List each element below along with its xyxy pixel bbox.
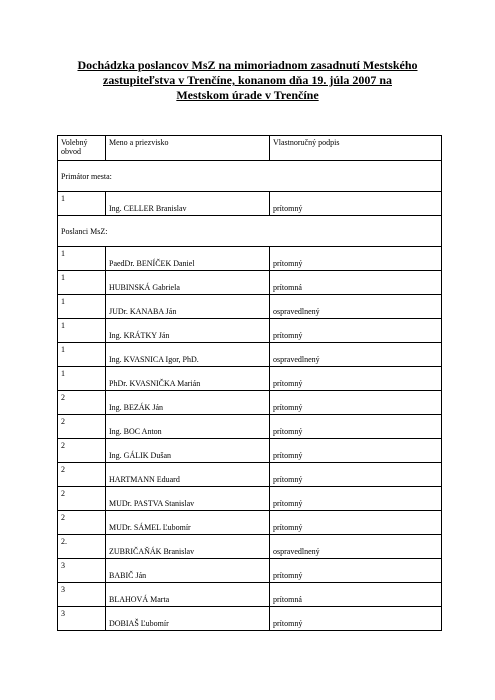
district-cell: 1 — [58, 271, 106, 295]
status-cell: prítomný — [270, 463, 442, 487]
district-cell: 2 — [58, 511, 106, 535]
header-signature: Vlastnoručný podpis — [270, 136, 442, 161]
attendance-table — [57, 135, 442, 631]
table-row — [58, 463, 442, 487]
section-row-mayor — [58, 161, 442, 192]
name-cell: Ing. KRÁTKY Ján — [106, 319, 270, 343]
district-cell: 3 — [58, 583, 106, 607]
section-row-deputies — [58, 216, 442, 247]
title-line-2: zastupiteľstva v Trenčíne, konanom dňa 19. júla 2007 na — [103, 73, 392, 87]
name-cell: Ing. BEZÁK Ján — [106, 391, 270, 415]
table-row — [58, 391, 442, 415]
status-cell: prítomný — [270, 247, 442, 271]
name-cell: BABIČ Ján — [106, 559, 270, 583]
table-row — [58, 511, 442, 535]
status-cell: prítomný — [270, 319, 442, 343]
district-cell: 3 — [58, 607, 106, 631]
document-title — [40, 58, 455, 103]
name-cell: HARTMANN Eduard — [106, 463, 270, 487]
table-row — [58, 343, 442, 367]
district-cell: 2 — [58, 391, 106, 415]
table-row — [58, 535, 442, 559]
table-row — [58, 192, 442, 216]
district-cell: 2 — [58, 487, 106, 511]
status-cell: prítomný — [270, 415, 442, 439]
name-cell: Ing. GÁLIK Dušan — [106, 439, 270, 463]
table-row — [58, 319, 442, 343]
district-cell: 2 — [58, 415, 106, 439]
name-cell: ZUBRIČAŇÁK Branislav — [106, 535, 270, 559]
status-cell: prítomný — [270, 439, 442, 463]
header-name: Meno a priezvisko — [106, 136, 270, 161]
status-cell: prítomný — [270, 367, 442, 391]
name-cell: BLAHOVÁ Marta — [106, 583, 270, 607]
table-row — [58, 583, 442, 607]
table-row — [58, 247, 442, 271]
title-line-3: Mestskom úrade v Trenčíne — [176, 88, 319, 102]
status-cell: prítomný — [270, 192, 442, 216]
district-cell: 1 — [58, 343, 106, 367]
table-header-row — [58, 136, 442, 161]
name-cell: MUDr. SÁMEL Ľubomír — [106, 511, 270, 535]
status-cell: prítomný — [270, 391, 442, 415]
name-cell: Ing. CELLER Branislav — [106, 192, 270, 216]
district-cell: 1 — [58, 295, 106, 319]
status-cell: prítomný — [270, 607, 442, 631]
district-cell: 1 — [58, 319, 106, 343]
table-row — [58, 271, 442, 295]
header-district: Volebný obvod — [58, 136, 106, 161]
status-cell: ospravedlnený — [270, 535, 442, 559]
section-label-mayor: Primátor mesta: — [58, 161, 442, 192]
table-row — [58, 487, 442, 511]
section-label-deputies: Poslanci MsZ: — [58, 216, 442, 247]
status-cell: prítomná — [270, 583, 442, 607]
table-row — [58, 415, 442, 439]
district-cell: 3 — [58, 559, 106, 583]
name-cell: PaedDr. BENÍČEK Daniel — [106, 247, 270, 271]
table-row — [58, 295, 442, 319]
status-cell: ospravedlnený — [270, 343, 442, 367]
name-cell: HUBINSKÁ Gabriela — [106, 271, 270, 295]
status-cell: ospravedlnený — [270, 295, 442, 319]
name-cell: MUDr. PASTVA Stanislav — [106, 487, 270, 511]
table-row — [58, 607, 442, 631]
title-line-1: Dochádzka poslancov MsZ na mimoriadnom zasadnutí Mestského — [77, 58, 418, 72]
district-cell: 1 — [58, 247, 106, 271]
status-cell: prítomná — [270, 271, 442, 295]
district-cell: 2 — [58, 439, 106, 463]
name-cell: PhDr. KVASNIČKA Marián — [106, 367, 270, 391]
table-row — [58, 559, 442, 583]
name-cell: Ing. KVASNICA Igor, PhD. — [106, 343, 270, 367]
status-cell: prítomný — [270, 487, 442, 511]
district-cell: 2 — [58, 463, 106, 487]
name-cell: Ing. BOC Anton — [106, 415, 270, 439]
status-cell: prítomný — [270, 511, 442, 535]
status-cell: prítomný — [270, 559, 442, 583]
table-row — [58, 439, 442, 463]
district-cell: 1 — [58, 367, 106, 391]
table-row — [58, 367, 442, 391]
name-cell: DOBIAŠ Ľubomír — [106, 607, 270, 631]
district-cell: 2. — [58, 535, 106, 559]
district-cell: 1 — [58, 192, 106, 216]
name-cell: JUDr. KANABA Ján — [106, 295, 270, 319]
